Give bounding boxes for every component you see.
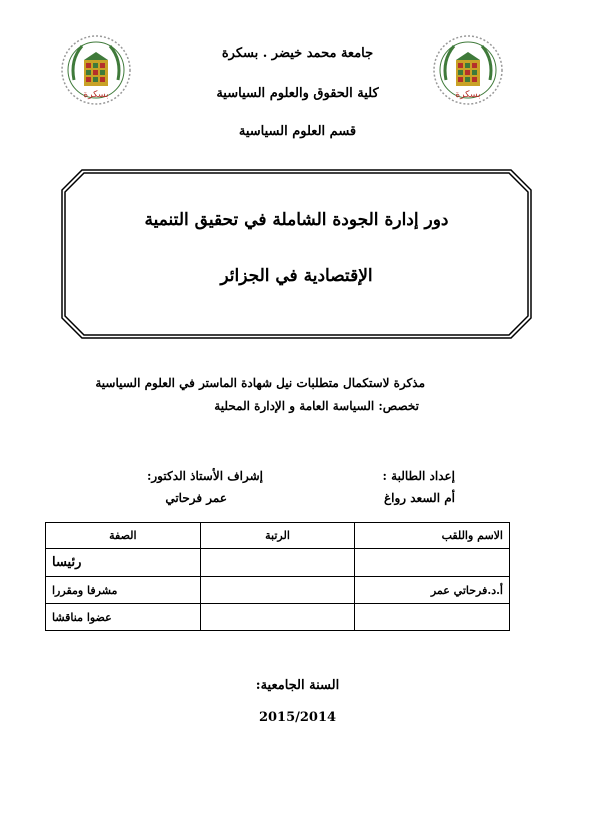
faculty-name: كلية الحقوق والعلوم السياسية	[216, 86, 379, 101]
supervisor-name: عمر فرحاتي	[165, 491, 227, 505]
university-logo-left	[60, 30, 132, 114]
logo-caption: بسكرة	[455, 90, 481, 100]
cell-role-wrap	[46, 577, 201, 604]
academic-year-label: السنة الجامعية:	[255, 678, 340, 693]
specialization: تخصص: السياسة العامة و الإدارة المحلية	[214, 399, 419, 413]
header-rank: الرتبة	[200, 523, 355, 549]
department-name: قسم العلوم السياسية	[238, 124, 357, 139]
logo-caption: بسكرة	[83, 90, 109, 100]
cell-role-wrap	[46, 604, 201, 631]
cell-name: أ.د.فرحاتي عمر	[355, 577, 510, 604]
cell-rank	[200, 549, 355, 577]
title-frame	[60, 168, 533, 340]
student-name: أم السعد رواغ	[384, 491, 455, 505]
table-header-row	[46, 523, 510, 549]
header-name: الاسم واللقب	[355, 523, 510, 549]
cell-role: عضوا مناقشا	[52, 610, 112, 624]
table-row	[46, 577, 510, 604]
student-label: إعداد الطالبة :	[382, 469, 455, 483]
thesis-title-line2: الإقتصادية في الجزائر	[220, 266, 373, 286]
header-role: الصفة	[46, 523, 201, 549]
cell-role-wrap	[46, 549, 201, 577]
cell-rank	[200, 604, 355, 631]
supervisor-label: إشراف الأستاذ الدكتور:	[146, 469, 263, 483]
jury-table	[45, 522, 510, 631]
cell-role: مشرفا ومقررا	[52, 583, 118, 597]
table-row	[46, 604, 510, 631]
university-name: جامعة محمد خيضر . بسكرة	[221, 46, 374, 61]
degree-purpose: مذكرة لاستكمال متطلبات نيل شهادة الماستر في العلوم السياسية	[95, 376, 425, 390]
university-logo-right	[432, 30, 504, 114]
cell-name	[355, 549, 510, 577]
cell-role: رئيسا	[52, 555, 82, 570]
cell-rank	[200, 577, 355, 604]
academic-year-value: 2015/2014	[258, 710, 337, 725]
thesis-title-line1: دور إدارة الجودة الشاملة في تحقيق التنمية	[144, 210, 449, 230]
table-row	[46, 549, 510, 577]
cell-name	[355, 604, 510, 631]
